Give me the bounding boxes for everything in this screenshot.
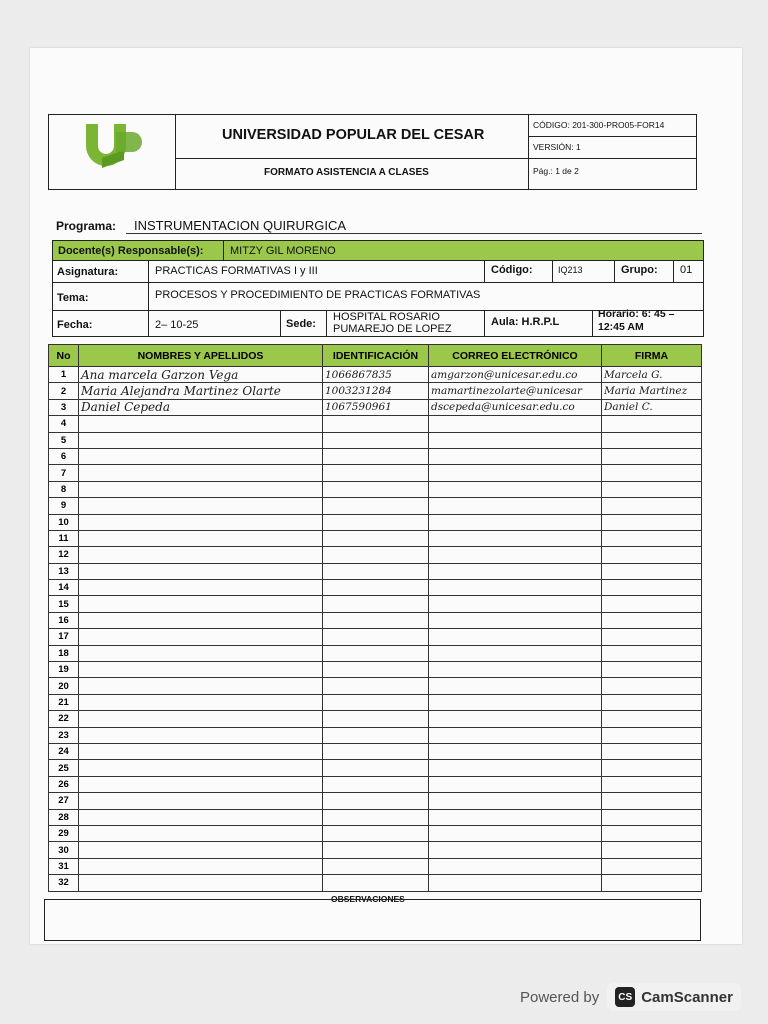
row-firma [602,694,702,710]
row-number: 5 [49,432,79,448]
row-firma [602,416,702,432]
table-row [49,596,702,612]
table-row [49,760,702,776]
row-email [429,875,602,891]
row-number: 22 [49,711,79,727]
row-firma [602,842,702,858]
programa-label: Programa: [56,219,117,233]
row-number: 12 [49,547,79,563]
table-header-row [49,345,702,367]
version-text: VERSIÓN: 1 [533,142,581,152]
row-id [323,793,429,809]
row-firma: Daniel C. [602,399,702,415]
row-name [79,678,323,694]
row-id [323,711,429,727]
row-number: 32 [49,875,79,891]
row-firma [602,645,702,661]
row-name [79,645,323,661]
row-number: 2 [49,383,79,399]
col-header-name: NOMBRES Y APELLIDOS [79,345,323,367]
row-name [79,498,323,514]
row-firma [602,498,702,514]
table-row [49,858,702,874]
grupo-value: 01 [680,264,693,276]
row-firma [602,678,702,694]
table-row [49,727,702,743]
row-id [323,530,429,546]
row-email [429,432,602,448]
row-number: 19 [49,662,79,678]
row-email [429,711,602,727]
row-name [79,563,323,579]
observaciones-box [44,899,701,941]
codigo-val-divider [552,260,553,283]
row-number: 27 [49,793,79,809]
row-name [79,743,323,759]
row-firma [602,448,702,464]
docente-divider [223,240,224,261]
row-email: dscepeda@unicesar.edu.co [429,399,602,415]
row-email [429,563,602,579]
table-row [49,678,702,694]
row-name [79,448,323,464]
row-id [323,694,429,710]
row-email [429,776,602,792]
grupo-divider [614,260,615,283]
row-id: 1003231284 [323,383,429,399]
programa-value: INSTRUMENTACION QUIRURGICA [134,218,347,233]
row-email [429,481,602,497]
row-name [79,416,323,432]
row-firma [602,432,702,448]
row-firma [602,727,702,743]
row-number: 31 [49,858,79,874]
row-id [323,776,429,792]
row-number: 14 [49,580,79,596]
row-email [429,645,602,661]
row-number: 21 [49,694,79,710]
row-id [323,547,429,563]
sede-val-divider [326,310,327,337]
pagina-text: Pág.: 1 de 2 [533,166,579,176]
docente-value: MITZY GIL MORENO [230,245,336,257]
university-title: UNIVERSIDAD POPULAR DEL CESAR [222,127,485,143]
row-id [323,678,429,694]
row-email [429,580,602,596]
grupo-label: Grupo: [621,264,658,276]
table-row [49,612,702,628]
row-email [429,858,602,874]
row-name: Maria Alejandra Martinez Olarte [79,383,323,399]
row-firma [602,825,702,841]
row-name [79,612,323,628]
row-id [323,842,429,858]
row-firma [602,760,702,776]
row-email [429,825,602,841]
row-name [79,465,323,481]
asignatura-row [52,260,704,283]
codigo-divider [484,260,485,283]
table-row [49,776,702,792]
row-name [79,580,323,596]
row-number: 17 [49,629,79,645]
row-name [79,662,323,678]
row-firma [602,596,702,612]
codigo-text: CÓDIGO: 201-300-PRO05-FOR14 [533,120,665,130]
asignatura-label: Asignatura: [57,266,119,278]
row-name [79,776,323,792]
row-id [323,416,429,432]
table-row [49,498,702,514]
row-firma [602,580,702,596]
row-number: 11 [49,530,79,546]
table-row [49,367,702,383]
row-number: 26 [49,776,79,792]
aula-divider [484,310,485,337]
row-id [323,465,429,481]
horario-line1: Horario: 6: 45 – [598,308,675,320]
row-name [79,875,323,891]
table-row [49,383,702,399]
camscanner-badge [607,983,741,1011]
row-number: 15 [49,596,79,612]
row-email [429,793,602,809]
camscanner-watermark [520,980,741,1014]
row-email [429,678,602,694]
row-number: 4 [49,416,79,432]
col-header-no: No [49,345,79,367]
table-row [49,530,702,546]
row-email [429,662,602,678]
row-email [429,416,602,432]
powered-by-text: Powered by [520,988,600,1006]
row-name [79,432,323,448]
row-firma: Maria Martinez [602,383,702,399]
row-name [79,842,323,858]
attendance-table [48,344,702,892]
row-firma: Marcela G. [602,367,702,383]
row-email [429,809,602,825]
camscanner-logo-icon: CS [615,987,635,1007]
row-name [79,825,323,841]
table-row [49,563,702,579]
fecha-divider [148,310,149,337]
row-email: amgarzon@unicesar.edu.co [429,367,602,383]
row-number: 10 [49,514,79,530]
table-row [49,399,702,415]
row-firma [602,629,702,645]
row-name [79,793,323,809]
row-id [323,432,429,448]
row-email [429,842,602,858]
table-row [49,662,702,678]
row-firma [602,612,702,628]
row-id [323,596,429,612]
table-row [49,432,702,448]
row-number: 30 [49,842,79,858]
row-number: 7 [49,465,79,481]
row-id: 1067590961 [323,399,429,415]
row-email [429,596,602,612]
sede-line1: HOSPITAL ROSARIO [333,311,440,323]
row-number: 29 [49,825,79,841]
asignatura-value: PRACTICAS FORMATIVAS I y III [155,265,318,277]
camscanner-brand: CamScanner [641,988,733,1006]
format-title: FORMATO ASISTENCIA A CLASES [264,167,429,178]
table-row [49,842,702,858]
row-firma [602,793,702,809]
row-id [323,858,429,874]
table-row [49,875,702,891]
row-id [323,727,429,743]
row-name [79,711,323,727]
row-number: 6 [49,448,79,464]
upc-logo-icon [82,118,144,176]
row-id [323,743,429,759]
row-id [323,580,429,596]
row-email [429,448,602,464]
row-number: 18 [49,645,79,661]
row-name [79,514,323,530]
tema-label: Tema: [57,292,89,304]
row-number: 3 [49,399,79,415]
row-id [323,629,429,645]
row-number: 16 [49,612,79,628]
row-firma [602,875,702,891]
row-name [79,858,323,874]
row-name [79,481,323,497]
row-number: 13 [49,563,79,579]
row-id [323,448,429,464]
row-firma [602,743,702,759]
table-row [49,465,702,481]
row-email [429,629,602,645]
row-id [323,612,429,628]
attendance-body [49,367,702,892]
aula-text: Aula: H.R.P.L [491,316,560,328]
row-firma [602,547,702,563]
row-name [79,629,323,645]
row-name [79,809,323,825]
row-firma [602,858,702,874]
row-email [429,530,602,546]
table-row [49,825,702,841]
observaciones-label: OBSERVACIONES [331,894,405,904]
row-number: 9 [49,498,79,514]
row-name [79,596,323,612]
col-header-firma: FIRMA [602,345,702,367]
row-id [323,514,429,530]
row-email: mamartinezolarte@unicesar [429,383,602,399]
table-row [49,793,702,809]
table-row [49,694,702,710]
row-name: Daniel Cepeda [79,399,323,415]
row-name [79,760,323,776]
row-name [79,530,323,546]
fecha-label: Fecha: [57,319,93,331]
asignatura-divider [148,260,149,283]
sede-label: Sede: [286,318,316,330]
row-id [323,645,429,661]
row-id [323,563,429,579]
row-firma [602,530,702,546]
sede-divider [280,310,281,337]
row-id [323,825,429,841]
row-number: 8 [49,481,79,497]
row-number: 1 [49,367,79,383]
row-email [429,498,602,514]
fecha-value: 2– 10-25 [155,319,199,331]
row-email [429,760,602,776]
row-number: 23 [49,727,79,743]
tema-divider [148,282,149,311]
table-row [49,645,702,661]
table-row [49,629,702,645]
row-number: 25 [49,760,79,776]
codigo-value: IQ213 [558,265,583,275]
sede-line2: PUMAREJO DE LOPEZ [333,323,452,335]
row-number: 24 [49,743,79,759]
col-header-id: IDENTIFICACIÓN [323,345,429,367]
row-id [323,481,429,497]
row-name [79,694,323,710]
tema-value: PROCESOS Y PROCEDIMIENTO DE PRACTICAS FORMATIVAS [155,289,481,301]
table-row [49,547,702,563]
table-row [49,711,702,727]
horario-divider [592,310,593,337]
row-id: 1066867835 [323,367,429,383]
row-email [429,547,602,563]
row-id [323,662,429,678]
row-firma [602,514,702,530]
row-id [323,809,429,825]
row-id [323,875,429,891]
row-firma [602,809,702,825]
docente-label: Docente(s) Responsable(s): [58,245,204,257]
row-firma [602,711,702,727]
programa-underline [126,233,702,234]
grupo-val-divider [673,260,674,283]
row-number: 28 [49,809,79,825]
table-row [49,481,702,497]
row-firma [602,776,702,792]
row-email [429,743,602,759]
table-row [49,743,702,759]
horario-line2: 12:45 AM [598,321,644,333]
row-name [79,547,323,563]
row-firma [602,563,702,579]
row-name [79,727,323,743]
row-number: 20 [49,678,79,694]
row-email [429,727,602,743]
table-row [49,809,702,825]
row-id [323,498,429,514]
row-firma [602,662,702,678]
codigo-label: Código: [491,264,533,276]
row-email [429,514,602,530]
row-name: Ana marcela Garzon Vega [79,367,323,383]
table-row [49,416,702,432]
row-email [429,612,602,628]
row-id [323,760,429,776]
col-header-email: CORREO ELECTRÓNICO [429,345,602,367]
row-firma [602,465,702,481]
table-row [49,514,702,530]
table-row [49,580,702,596]
row-firma [602,481,702,497]
row-email [429,465,602,481]
row-email [429,694,602,710]
table-row [49,448,702,464]
